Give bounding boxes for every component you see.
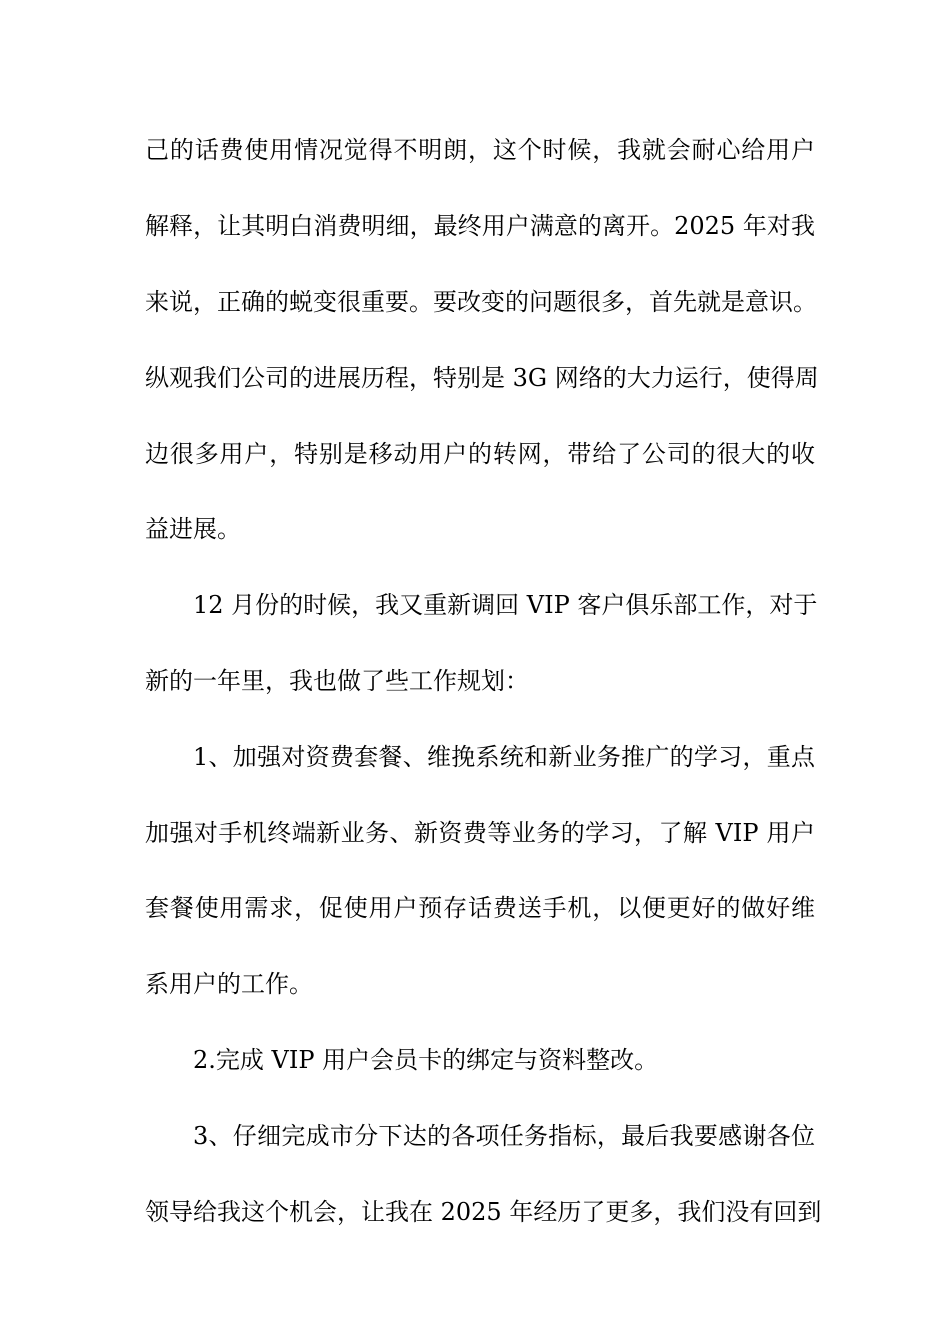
- text-line-6: 益进展。: [145, 515, 241, 543]
- text-line-5: 边很多用户，特别是移动用户的转网，带给了公司的很大的收: [145, 440, 815, 468]
- text-line-9: 1、加强对资费套餐、维挽系统和新业务推广的学习，重点: [193, 743, 815, 771]
- text-line-11: 套餐使用需求，促使用户预存话费送手机，以便更好的做好维: [145, 894, 815, 922]
- text-line-10: 加强对手机终端新业务、新资费等业务的学习，了解 VIP 用户: [145, 819, 815, 847]
- text-line-3: 来说，正确的蜕变很重要。要改变的问题很多，首先就是意识。: [145, 288, 817, 316]
- text-line-8: 新的一年里，我也做了些工作规划：: [145, 667, 529, 695]
- text-line-14: 3、仔细完成市分下达的各项任务指标，最后我要感谢各位: [193, 1122, 815, 1150]
- text-line-4: 纵观我们公司的进展历程，特别是 3G 网络的大力运行，使得周: [145, 364, 819, 392]
- text-line-1: 己的话费使用情况觉得不明朗，这个时候，我就会耐心给用户: [145, 136, 815, 164]
- text-line-2: 解释，让其明白消费明细，最终用户满意的离开。2025 年对我: [145, 212, 815, 240]
- text-line-13: 2.完成 VIP 用户会员卡的绑定与资料整改。: [193, 1046, 659, 1074]
- text-line-15: 领导给我这个机会，让我在 2025 年经历了更多，我们没有回到: [145, 1198, 822, 1226]
- text-line-7: 12 月份的时候，我又重新调回 VIP 客户俱乐部工作，对于: [193, 591, 818, 619]
- text-line-12: 系用户的工作。: [145, 970, 313, 998]
